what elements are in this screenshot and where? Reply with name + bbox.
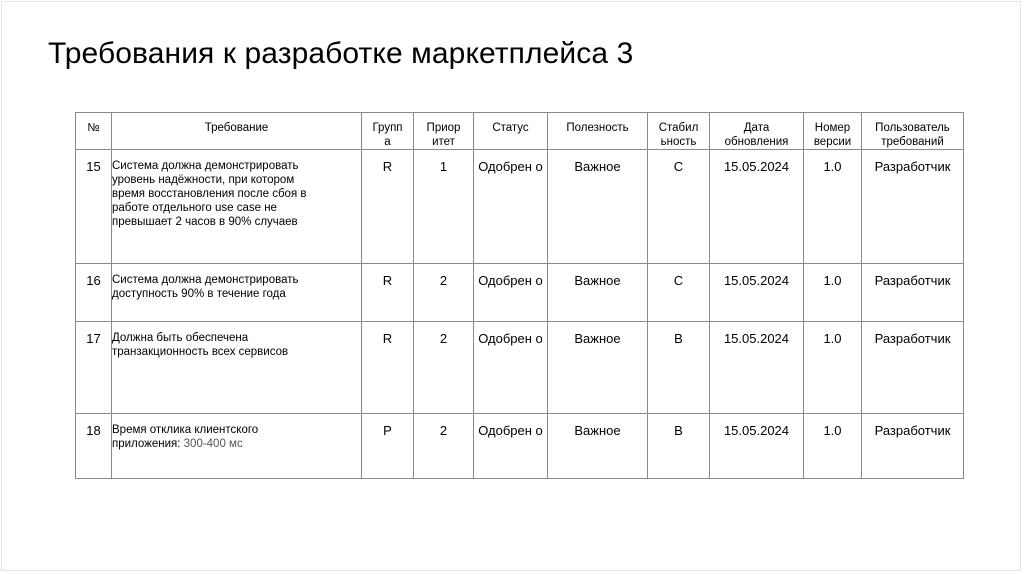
requirement-line: Время отклика клиентского (112, 424, 259, 436)
cell-usefulness: Важное (548, 264, 648, 322)
cell-stability: B (648, 322, 710, 414)
cell-date: 15.05.2024 (710, 264, 804, 322)
cell-priority: 2 (414, 414, 474, 479)
header-stability (648, 113, 710, 150)
cell-requirement (112, 414, 362, 479)
cell-requirement (112, 264, 362, 322)
cell-status: Одобрен о (474, 414, 548, 479)
header-usefulness: Полезность (548, 113, 648, 150)
header-priority-line1: Приор (426, 122, 461, 134)
header-user-line2: требований (881, 136, 944, 148)
page-title: Требования к разработке маркетплейса 3 (48, 37, 634, 70)
cell-requirement (112, 322, 362, 414)
requirement-line: доступность 90% в течение года (112, 288, 286, 300)
cell-version: 1.0 (804, 264, 862, 322)
table-header-row (76, 113, 964, 150)
cell-priority: 1 (414, 150, 474, 264)
header-priority (414, 113, 474, 150)
cell-requirement (112, 150, 362, 264)
header-date-line2: обновления (724, 136, 789, 148)
cell-priority: 2 (414, 264, 474, 322)
requirement-line: Должна быть обеспечена (112, 332, 249, 344)
cell-priority: 2 (414, 322, 474, 414)
requirements-table (75, 112, 964, 479)
table-row (76, 264, 964, 322)
header-date-line1: Дата (743, 122, 770, 134)
header-group-line2: а (384, 136, 391, 148)
cell-usefulness: Важное (548, 414, 648, 479)
cell-version: 1.0 (804, 150, 862, 264)
cell-version: 1.0 (804, 414, 862, 479)
cell-user: Разработчик (862, 322, 964, 414)
cell-group: R (362, 322, 414, 414)
header-group-line1: Групп (372, 122, 403, 134)
cell-version: 1.0 (804, 322, 862, 414)
cell-user: Разработчик (862, 264, 964, 322)
header-num: № (76, 113, 112, 150)
cell-status: Одобрен о (474, 264, 548, 322)
header-date (710, 113, 804, 150)
header-requirement: Требование (112, 113, 362, 150)
requirement-line: работе отдельного use case не (112, 202, 277, 214)
header-user-line1: Пользователь (875, 122, 950, 134)
cell-num: 17 (76, 322, 112, 414)
header-stability-line1: Стабил (658, 122, 699, 134)
cell-num: 18 (76, 414, 112, 479)
header-version-line1: Номер (814, 122, 851, 134)
header-priority-line2: итет (432, 136, 455, 148)
cell-date: 15.05.2024 (710, 150, 804, 264)
cell-user: Разработчик (862, 414, 964, 479)
cell-usefulness: Важное (548, 150, 648, 264)
header-user (862, 113, 964, 150)
cell-date: 15.05.2024 (710, 414, 804, 479)
table-row (76, 414, 964, 479)
cell-status: Одобрен о (474, 150, 548, 264)
cell-status: Одобрен о (474, 322, 548, 414)
header-version (804, 113, 862, 150)
requirement-line: Система должна демонстрировать (112, 274, 299, 286)
cell-stability: C (648, 264, 710, 322)
header-status: Статус (474, 113, 548, 150)
cell-user: Разработчик (862, 150, 964, 264)
cell-stability: C (648, 150, 710, 264)
cell-num: 16 (76, 264, 112, 322)
cell-stability: B (648, 414, 710, 479)
cell-date: 15.05.2024 (710, 322, 804, 414)
cell-usefulness: Важное (548, 322, 648, 414)
requirement-value: 300-400 мс (180, 438, 243, 450)
header-stability-line2: ьность (660, 136, 697, 148)
header-group (362, 113, 414, 150)
cell-group: P (362, 414, 414, 479)
cell-num: 15 (76, 150, 112, 264)
requirement-label: приложения: (112, 438, 181, 450)
header-version-line2: версии (813, 136, 852, 148)
requirement-line: время восстановления после сбоя в (112, 188, 307, 200)
cell-group: R (362, 150, 414, 264)
table-row (76, 322, 964, 414)
requirement-line (112, 437, 361, 451)
requirement-line: уровень надёжности, при котором (112, 174, 295, 186)
cell-group: R (362, 264, 414, 322)
requirement-line: превышает 2 часов в 90% случаев (112, 216, 298, 228)
requirement-line: Система должна демонстрировать (112, 160, 299, 172)
table-row (76, 150, 964, 264)
requirement-line: транзакционность всех сервисов (112, 346, 289, 358)
